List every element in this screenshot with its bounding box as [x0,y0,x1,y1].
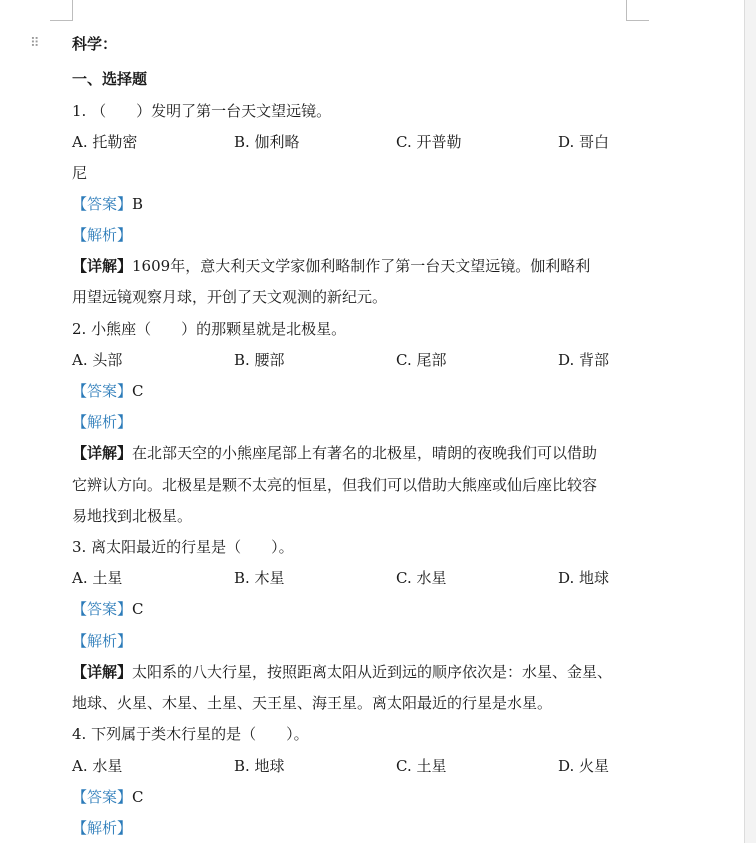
question-3-option-a: A. 土星 [72,569,123,587]
question-3-stem: 3. 离太阳最近的行星是（ ）。 [72,538,294,556]
answer-value: C [132,382,144,400]
question-1-detail-line-2: 用望远镜观察月球，开创了天文观测的新纪元。 [72,288,388,306]
window-right-edge [744,0,756,843]
page-corner-mark-right [626,0,649,21]
question-2-detail-line-3: 易地找到北极星。 [72,507,193,525]
question-2-detail-line-2: 它辨认方向。北极星是颗不太亮的恒星，但我们可以借助大熊座或仙后座比较容 [72,476,598,494]
answer-tag: 【答案】 [72,195,133,213]
answer-tag: 【答案】 [72,788,133,806]
question-3-answer [72,599,144,619]
question-2-option-b: B. 腰部 [234,351,285,369]
question-3-option-d: D. 地球 [558,569,610,587]
question-1-option-d-wrap: 尼 [72,164,88,182]
question-1-option-d: D. 哥白 [558,133,610,151]
question-1-stem: 1. （ ）发明了第一台天文望远镜。 [72,102,332,120]
question-1-detail-line-1 [72,256,590,276]
answer-value: C [132,788,144,806]
detail-tag: 【详解】 [72,444,133,462]
detail-text: 在北部天空的小熊座尾部上有著名的北极星，晴朗的夜晚我们可以借助 [132,444,598,462]
answer-tag: 【答案】 [72,600,133,618]
question-2-stem: 2. 小熊座（ ）的那颗星就是北极星。 [72,320,347,338]
question-3-detail-line-2: 地球、火星、木星、土星、天王星、海王星。离太阳最近的行星是水星。 [72,694,553,712]
subject-title: 科学： [72,35,118,53]
drag-handle-icon[interactable]: ⠿ [30,36,39,51]
detail-text: 1609年，意大利天文学家伽利略制作了第一台天文望远镜。伽利略利 [132,257,591,275]
answer-value: C [132,600,144,618]
question-4-option-a: A. 水星 [72,757,123,775]
question-1-analysis-tag: 【解析】 [72,226,133,244]
question-3-detail-line-1 [72,662,612,682]
section-title: 一、选择题 [72,70,148,88]
question-4-option-c: C. 土星 [396,757,447,775]
question-4-stem: 4. 下列属于类木行星的是（ ）。 [72,725,309,743]
question-4-option-b: B. 地球 [234,757,285,775]
detail-text: 太阳系的八大行星，按照距离太阳从近到远的顺序依次是：水星、金星、 [132,663,613,681]
detail-tag: 【详解】 [72,663,133,681]
question-3-analysis-tag: 【解析】 [72,632,133,650]
question-2-option-d: D. 背部 [558,351,610,369]
question-1-option-c: C. 开普勒 [396,133,462,151]
question-3-option-c: C. 水星 [396,569,447,587]
question-1-option-a: A. 托勒密 [72,133,138,151]
question-2-analysis-tag: 【解析】 [72,413,133,431]
question-4-option-d: D. 火星 [558,757,610,775]
question-1-option-b: B. 伽利略 [234,133,300,151]
question-2-option-a: A. 头部 [72,351,123,369]
question-3-option-b: B. 木星 [234,569,285,587]
detail-tag: 【详解】 [72,257,133,275]
question-2-answer [72,381,144,401]
question-2-option-c: C. 尾部 [396,351,447,369]
question-1-answer [72,194,143,214]
answer-value: B [132,195,144,213]
answer-tag: 【答案】 [72,382,133,400]
page-corner-mark-left [50,0,73,21]
question-2-detail-line-1 [72,443,597,463]
question-4-answer [72,787,144,807]
question-4-analysis-tag: 【解析】 [72,819,133,837]
